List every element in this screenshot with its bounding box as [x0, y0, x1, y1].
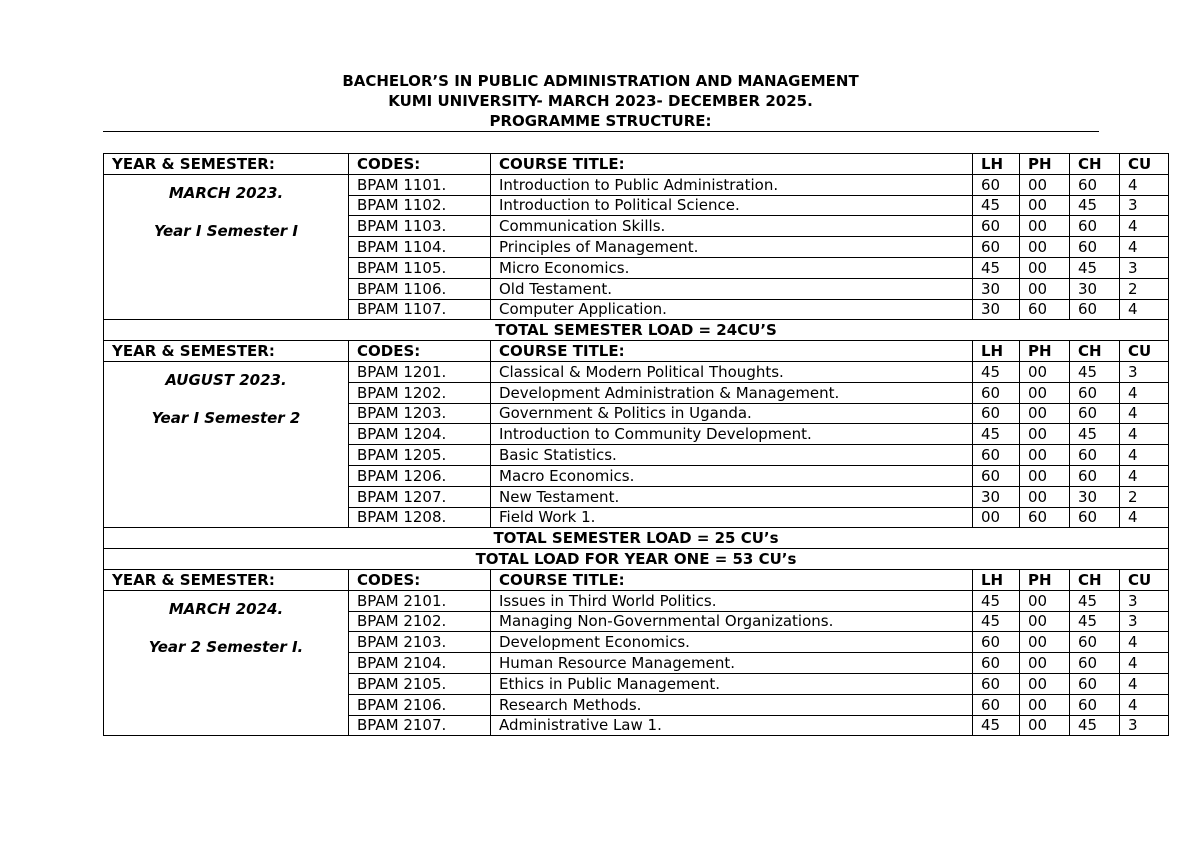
- column-header-cu: CU: [1120, 154, 1169, 175]
- total-row: [104, 549, 1169, 570]
- course-ph: 00: [1020, 465, 1070, 486]
- course-code: BPAM 1207.: [349, 486, 491, 507]
- column-header-lh: LH: [973, 341, 1020, 362]
- total-load: TOTAL SEMESTER LOAD = 24CU’S: [104, 320, 1169, 341]
- column-header-codes: CODES:: [349, 341, 491, 362]
- course-title: Introduction to Political Science.: [491, 195, 973, 216]
- course-title: Macro Economics.: [491, 465, 973, 486]
- course-ph: 00: [1020, 486, 1070, 507]
- course-lh: 30: [973, 278, 1020, 299]
- course-ph: 00: [1020, 257, 1070, 278]
- course-ph: 00: [1020, 673, 1070, 694]
- course-ph: 00: [1020, 174, 1070, 195]
- course-ph: 00: [1020, 715, 1070, 736]
- course-lh: 45: [973, 195, 1020, 216]
- course-code: BPAM 2105.: [349, 673, 491, 694]
- course-ch: 60: [1070, 299, 1120, 320]
- course-cu: 3: [1120, 361, 1169, 382]
- semester-cell: [104, 361, 349, 527]
- semester-label: Year I Semester I: [154, 221, 298, 240]
- course-title: Field Work 1.: [491, 507, 973, 528]
- course-lh: 60: [973, 673, 1020, 694]
- programme-table-body: [104, 154, 1169, 736]
- course-title: Communication Skills.: [491, 216, 973, 237]
- column-header-ch: CH: [1070, 569, 1120, 590]
- course-ph: 00: [1020, 403, 1070, 424]
- programme-structure-heading: PROGRAMME STRUCTURE:: [489, 112, 712, 130]
- course-cu: 2: [1120, 278, 1169, 299]
- semester-spacer: [104, 203, 348, 221]
- course-lh: 60: [973, 694, 1020, 715]
- course-code: BPAM 1202.: [349, 382, 491, 403]
- semester-cell: [104, 174, 349, 320]
- course-lh: 60: [973, 632, 1020, 653]
- course-ph: 00: [1020, 278, 1070, 299]
- total-load: TOTAL LOAD FOR YEAR ONE = 53 CU’s: [104, 549, 1169, 570]
- course-ch: 45: [1070, 195, 1120, 216]
- course-ch: 45: [1070, 590, 1120, 611]
- course-code: BPAM 2103.: [349, 632, 491, 653]
- course-lh: 45: [973, 590, 1020, 611]
- semester-label: Year I Semester 2: [151, 408, 301, 427]
- course-ph: 00: [1020, 653, 1070, 674]
- course-code: BPAM 2104.: [349, 653, 491, 674]
- column-header-course-title: COURSE TITLE:: [491, 569, 973, 590]
- course-lh: 45: [973, 257, 1020, 278]
- course-title: Classical & Modern Political Thoughts.: [491, 361, 973, 382]
- course-cu: 3: [1120, 195, 1169, 216]
- course-code: BPAM 1102.: [349, 195, 491, 216]
- programme-title: BACHELOR’S IN PUBLIC ADMINISTRATION AND MANAGEMENT: [342, 72, 859, 90]
- course-title: Development Economics.: [491, 632, 973, 653]
- semester-date: MARCH 2023.: [168, 183, 284, 202]
- column-header-ch: CH: [1070, 154, 1120, 175]
- course-cu: 4: [1120, 465, 1169, 486]
- course-ch: 45: [1070, 715, 1120, 736]
- university-dates: KUMI UNIVERSITY- MARCH 2023- DECEMBER 2025.: [388, 92, 813, 110]
- course-ch: 45: [1070, 424, 1120, 445]
- course-cu: 3: [1120, 257, 1169, 278]
- course-title: Principles of Management.: [491, 237, 973, 258]
- course-cu: 4: [1120, 653, 1169, 674]
- course-lh: 60: [973, 465, 1020, 486]
- course-ch: 60: [1070, 507, 1120, 528]
- semester-date: MARCH 2024.: [168, 599, 284, 618]
- column-header-year-semester: YEAR & SEMESTER:: [104, 341, 349, 362]
- course-ch: 45: [1070, 611, 1120, 632]
- course-lh: 60: [973, 237, 1020, 258]
- course-ph: 60: [1020, 299, 1070, 320]
- course-code: BPAM 2107.: [349, 715, 491, 736]
- course-lh: 45: [973, 361, 1020, 382]
- course-ch: 60: [1070, 694, 1120, 715]
- column-header-cu: CU: [1120, 569, 1169, 590]
- course-cu: 4: [1120, 237, 1169, 258]
- course-cu: 4: [1120, 382, 1169, 403]
- course-code: BPAM 1103.: [349, 216, 491, 237]
- course-ph: 00: [1020, 694, 1070, 715]
- column-header-row: [104, 154, 1169, 175]
- course-title: Government & Politics in Uganda.: [491, 403, 973, 424]
- column-header-lh: LH: [973, 154, 1020, 175]
- course-row: [104, 590, 1169, 611]
- header-rule: [103, 131, 1099, 132]
- course-title: Development Administration & Management.: [491, 382, 973, 403]
- course-title: Human Resource Management.: [491, 653, 973, 674]
- course-lh: 60: [973, 382, 1020, 403]
- course-lh: 30: [973, 299, 1020, 320]
- column-header-ph: PH: [1020, 154, 1070, 175]
- column-header-codes: CODES:: [349, 154, 491, 175]
- course-code: BPAM 2101.: [349, 590, 491, 611]
- course-ph: 60: [1020, 507, 1070, 528]
- course-ph: 00: [1020, 216, 1070, 237]
- course-title: Old Testament.: [491, 278, 973, 299]
- course-cu: 4: [1120, 694, 1169, 715]
- course-code: BPAM 1105.: [349, 257, 491, 278]
- document-header: [103, 71, 1098, 131]
- course-code: BPAM 1107.: [349, 299, 491, 320]
- course-lh: 60: [973, 174, 1020, 195]
- course-cu: 3: [1120, 715, 1169, 736]
- course-lh: 30: [973, 486, 1020, 507]
- course-code: BPAM 1101.: [349, 174, 491, 195]
- column-header-ph: PH: [1020, 341, 1070, 362]
- course-cu: 4: [1120, 216, 1169, 237]
- course-code: BPAM 1205.: [349, 445, 491, 466]
- course-code: BPAM 2106.: [349, 694, 491, 715]
- course-lh: 45: [973, 424, 1020, 445]
- course-ch: 45: [1070, 361, 1120, 382]
- course-cu: 4: [1120, 424, 1169, 445]
- course-ph: 00: [1020, 424, 1070, 445]
- course-ch: 30: [1070, 278, 1120, 299]
- course-ch: 60: [1070, 673, 1120, 694]
- course-code: BPAM 1106.: [349, 278, 491, 299]
- semester-label: Year 2 Semester I.: [148, 637, 304, 656]
- course-code: BPAM 1201.: [349, 361, 491, 382]
- total-load: TOTAL SEMESTER LOAD = 25 CU’s: [104, 528, 1169, 549]
- semester-cell: [104, 590, 349, 736]
- course-cu: 4: [1120, 507, 1169, 528]
- course-row: [104, 174, 1169, 195]
- column-header-course-title: COURSE TITLE:: [491, 341, 973, 362]
- course-code: BPAM 1203.: [349, 403, 491, 424]
- course-cu: 4: [1120, 403, 1169, 424]
- course-title: Administrative Law 1.: [491, 715, 973, 736]
- course-lh: 60: [973, 403, 1020, 424]
- course-ch: 30: [1070, 486, 1120, 507]
- course-ph: 00: [1020, 195, 1070, 216]
- course-ph: 00: [1020, 611, 1070, 632]
- total-row: [104, 320, 1169, 341]
- course-cu: 4: [1120, 445, 1169, 466]
- course-cu: 2: [1120, 486, 1169, 507]
- column-header-year-semester: YEAR & SEMESTER:: [104, 154, 349, 175]
- column-header-course-title: COURSE TITLE:: [491, 154, 973, 175]
- course-title: Managing Non-Governmental Organizations.: [491, 611, 973, 632]
- column-header-codes: CODES:: [349, 569, 491, 590]
- course-ph: 00: [1020, 361, 1070, 382]
- course-cu: 3: [1120, 590, 1169, 611]
- course-code: BPAM 1104.: [349, 237, 491, 258]
- course-row: [104, 361, 1169, 382]
- course-ph: 00: [1020, 382, 1070, 403]
- course-lh: 45: [973, 611, 1020, 632]
- course-ph: 00: [1020, 632, 1070, 653]
- course-cu: 4: [1120, 299, 1169, 320]
- course-ch: 60: [1070, 382, 1120, 403]
- course-lh: 00: [973, 507, 1020, 528]
- course-title: Ethics in Public Management.: [491, 673, 973, 694]
- column-header-ph: PH: [1020, 569, 1070, 590]
- course-code: BPAM 1204.: [349, 424, 491, 445]
- course-cu: 4: [1120, 673, 1169, 694]
- course-ch: 60: [1070, 632, 1120, 653]
- column-header-ch: CH: [1070, 341, 1120, 362]
- course-title: New Testament.: [491, 486, 973, 507]
- semester-date: AUGUST 2023.: [165, 370, 287, 389]
- course-lh: 45: [973, 715, 1020, 736]
- column-header-cu: CU: [1120, 341, 1169, 362]
- course-ch: 60: [1070, 237, 1120, 258]
- course-ch: 45: [1070, 257, 1120, 278]
- course-lh: 60: [973, 216, 1020, 237]
- course-title: Basic Statistics.: [491, 445, 973, 466]
- course-code: BPAM 2102.: [349, 611, 491, 632]
- course-cu: 4: [1120, 632, 1169, 653]
- course-title: Micro Economics.: [491, 257, 973, 278]
- course-ch: 60: [1070, 445, 1120, 466]
- course-lh: 60: [973, 445, 1020, 466]
- programme-structure-table: [103, 153, 1169, 736]
- course-ph: 00: [1020, 590, 1070, 611]
- course-ch: 60: [1070, 216, 1120, 237]
- course-ph: 00: [1020, 445, 1070, 466]
- course-cu: 3: [1120, 611, 1169, 632]
- course-code: BPAM 1208.: [349, 507, 491, 528]
- total-row: [104, 528, 1169, 549]
- course-ph: 00: [1020, 237, 1070, 258]
- course-ch: 60: [1070, 403, 1120, 424]
- column-header-row: [104, 569, 1169, 590]
- course-ch: 60: [1070, 465, 1120, 486]
- column-header-year-semester: YEAR & SEMESTER:: [104, 569, 349, 590]
- semester-spacer: [104, 619, 348, 637]
- course-code: BPAM 1206.: [349, 465, 491, 486]
- course-title: Introduction to Community Development.: [491, 424, 973, 445]
- course-title: Research Methods.: [491, 694, 973, 715]
- semester-spacer: [104, 390, 348, 408]
- column-header-row: [104, 341, 1169, 362]
- course-title: Introduction to Public Administration.: [491, 174, 973, 195]
- course-title: Computer Application.: [491, 299, 973, 320]
- course-title: Issues in Third World Politics.: [491, 590, 973, 611]
- course-cu: 4: [1120, 174, 1169, 195]
- course-ch: 60: [1070, 653, 1120, 674]
- course-lh: 60: [973, 653, 1020, 674]
- course-ch: 60: [1070, 174, 1120, 195]
- column-header-lh: LH: [973, 569, 1020, 590]
